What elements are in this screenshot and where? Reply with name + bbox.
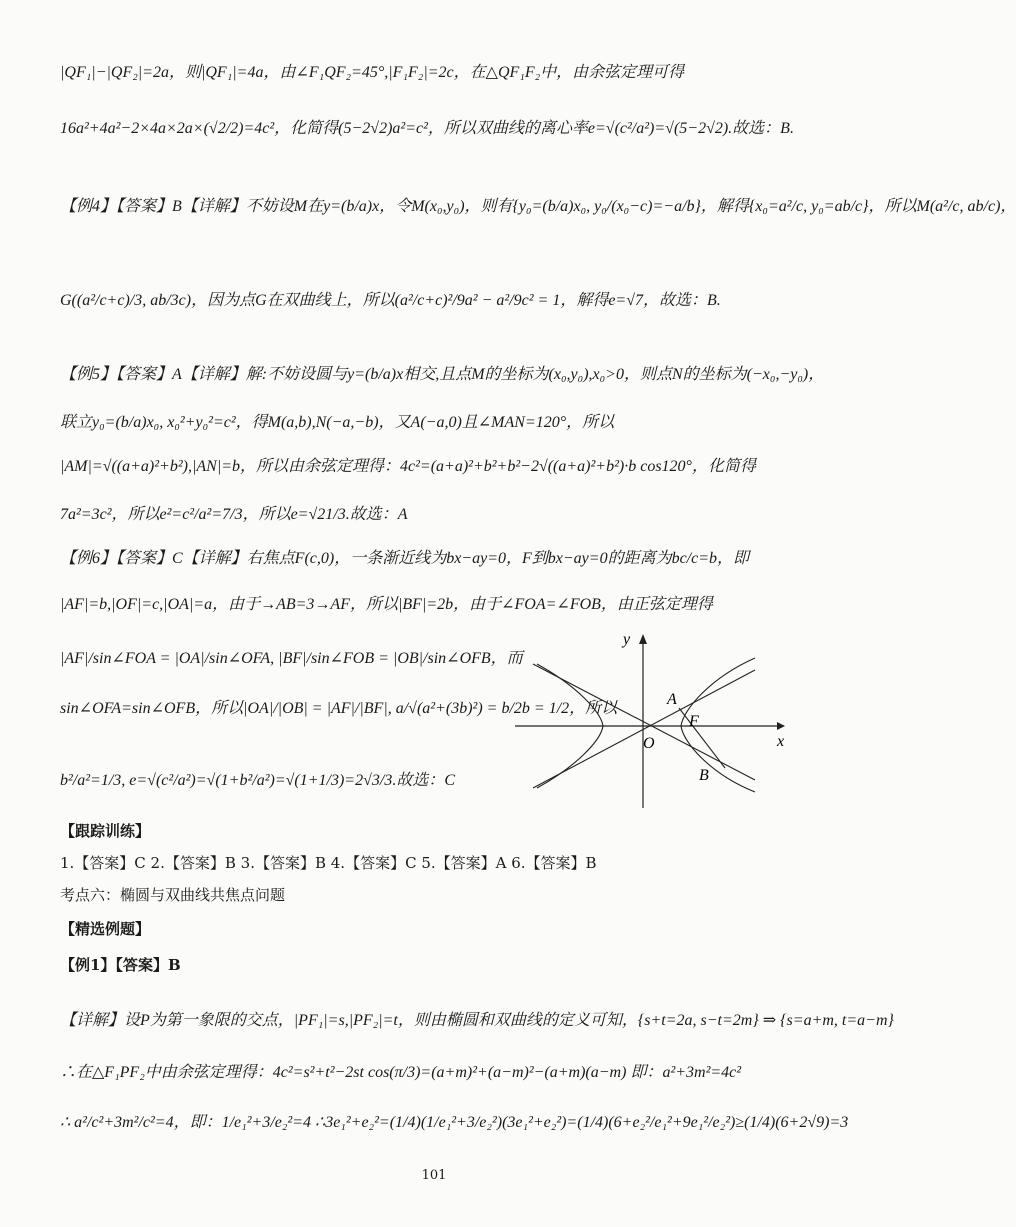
label-b: B xyxy=(699,767,709,784)
section-heading-tracking: 【跟踪训练】 xyxy=(60,822,151,840)
page-number: 101 xyxy=(421,1168,447,1183)
hyperbola-figure xyxy=(515,630,790,810)
text-line-4: G((a²/c+c)/3, ab/3c)，因为点G在双曲线上，所以(a²/c+c)²/9a² − a²/9c² = 1，解得e=√7，故选：B. xyxy=(60,292,721,309)
text-line-20: ∴在△F₁PF₂中由余弦定理得：4c²=s²+t²−2st cos(π/3)=(a+m)²+(a−m)²−(a+m)(a−m) 即：a²+3m²=4c² xyxy=(60,1064,742,1081)
text-line-7: |AM|=√((a+a)²+b²),|AN|=b，所以由余弦定理得：4c²=(a+a)²+b²+b²−2√((a+a)²+b²)·b cos120°，化简得 xyxy=(60,458,756,475)
label-y: y xyxy=(623,631,631,648)
text-line-2: 16a²+4a²−2×4a×2a×(√2/2)=4c²，化简得(5−2√2)a²=c²，所以双曲线的离心率e=√(c²/a²)=√(5−2√2).故选：B. xyxy=(60,120,794,137)
label-o: O xyxy=(643,735,655,752)
text-line-10: |AF|=b,|OF|=c,|OA|=a，由于→AB=3→AF，所以|BF|=2b，由于∠FOA=∠FOB，由正弦定理得 xyxy=(60,596,713,613)
text-line-6: 联立y₀=(b/a)x₀, x₀²+y₀²=c²，得M(a,b),N(−a,−b)，又A(−a,0)且∠MAN=120°，所以 xyxy=(60,414,615,431)
label-f: F xyxy=(689,713,699,730)
text-line-21: ∴ a²/c²+3m²/c²=4，即：1/e₁²+3/e₂²=4 ∴3e₁²+e₂²=(1/4)(1/e₁²+3/e₂²)(3e₁²+e₂²)=(1/4)(6+e₂²/e₁²+9e₁²/e₂²)≥(1/4)(6+2√9)=3 xyxy=(60,1114,849,1131)
label-x: x xyxy=(777,733,785,750)
text-line-12: sin∠OFA=sin∠OFB，所以|OA|/|OB| = |AF|/|BF|, a/√(a²+(3b)²) = b/2b = 1/2，所以 xyxy=(60,700,618,717)
section-heading-selected: 【精选例题】 xyxy=(60,920,151,938)
text-line-11: |AF|/sin∠FOA = |OA|/sin∠OFA, |BF|/sin∠FOB = |OB|/sin∠OFB，而 xyxy=(60,650,523,667)
text-line-13: b²/a²=1/3, e=√(c²/a²)=√(1+b²/a²)=√(1+1/3)=2√3/3.故选：C xyxy=(60,772,456,789)
text-line-3: 【例4】【答案】B【详解】不妨设M在y=(b/a)x，令M(x₀,y₀)，则有{y₀=(b/a)x₀, y₀/(x₀−c)=−a/b}，解得{x₀=a²/c, y₀=ab/c}，所以M(a²/c, ab/c)， xyxy=(60,198,1016,215)
section-heading-topic6: 考点六：椭圆与双曲线共焦点问题 xyxy=(60,886,286,904)
x-axis-arrow xyxy=(777,722,785,730)
text-line-5: 【例5】【答案】A【详解】解:不妨设圆与y=(b/a)x相交,且点M的坐标为(x₀,y₀),x₀>0，则点N的坐标为(−x₀,−y₀)， xyxy=(60,366,825,383)
y-axis-arrow xyxy=(639,634,647,644)
answer-list: 1.【答案】C 2.【答案】B 3.【答案】B 4.【答案】C 5.【答案】A 6.【答案】B xyxy=(60,854,597,872)
asymptote-2 xyxy=(533,670,755,788)
example-1-answer: 【例1】【答案】B xyxy=(60,956,181,974)
text-line-1: |QF₁|−|QF₂|=2a，则|QF₁|=4a，由∠F₁QF₂=45°,|F₁F₂|=2c，在△QF₁F₂中，由余弦定理可得 xyxy=(60,64,685,81)
text-line-19: 【详解】设P为第一象限的交点，|PF₁|=s,|PF₂|=t，则由椭圆和双曲线的定义可知，{s+t=2a, s−t=2m} ⇒ {s=a+m, t=a−m} xyxy=(60,1012,894,1029)
text-line-9: 【例6】【答案】C【详解】右焦点F(c,0)，一条渐近线为bx−ay=0，F到bx−ay=0的距离为bc/c=b，即 xyxy=(60,550,750,567)
asymptote-1 xyxy=(533,664,755,780)
label-a: A xyxy=(667,691,677,708)
text-line-8: 7a²=3c²，所以e²=c²/a²=7/3，所以e=√21/3.故选：A xyxy=(60,506,408,523)
